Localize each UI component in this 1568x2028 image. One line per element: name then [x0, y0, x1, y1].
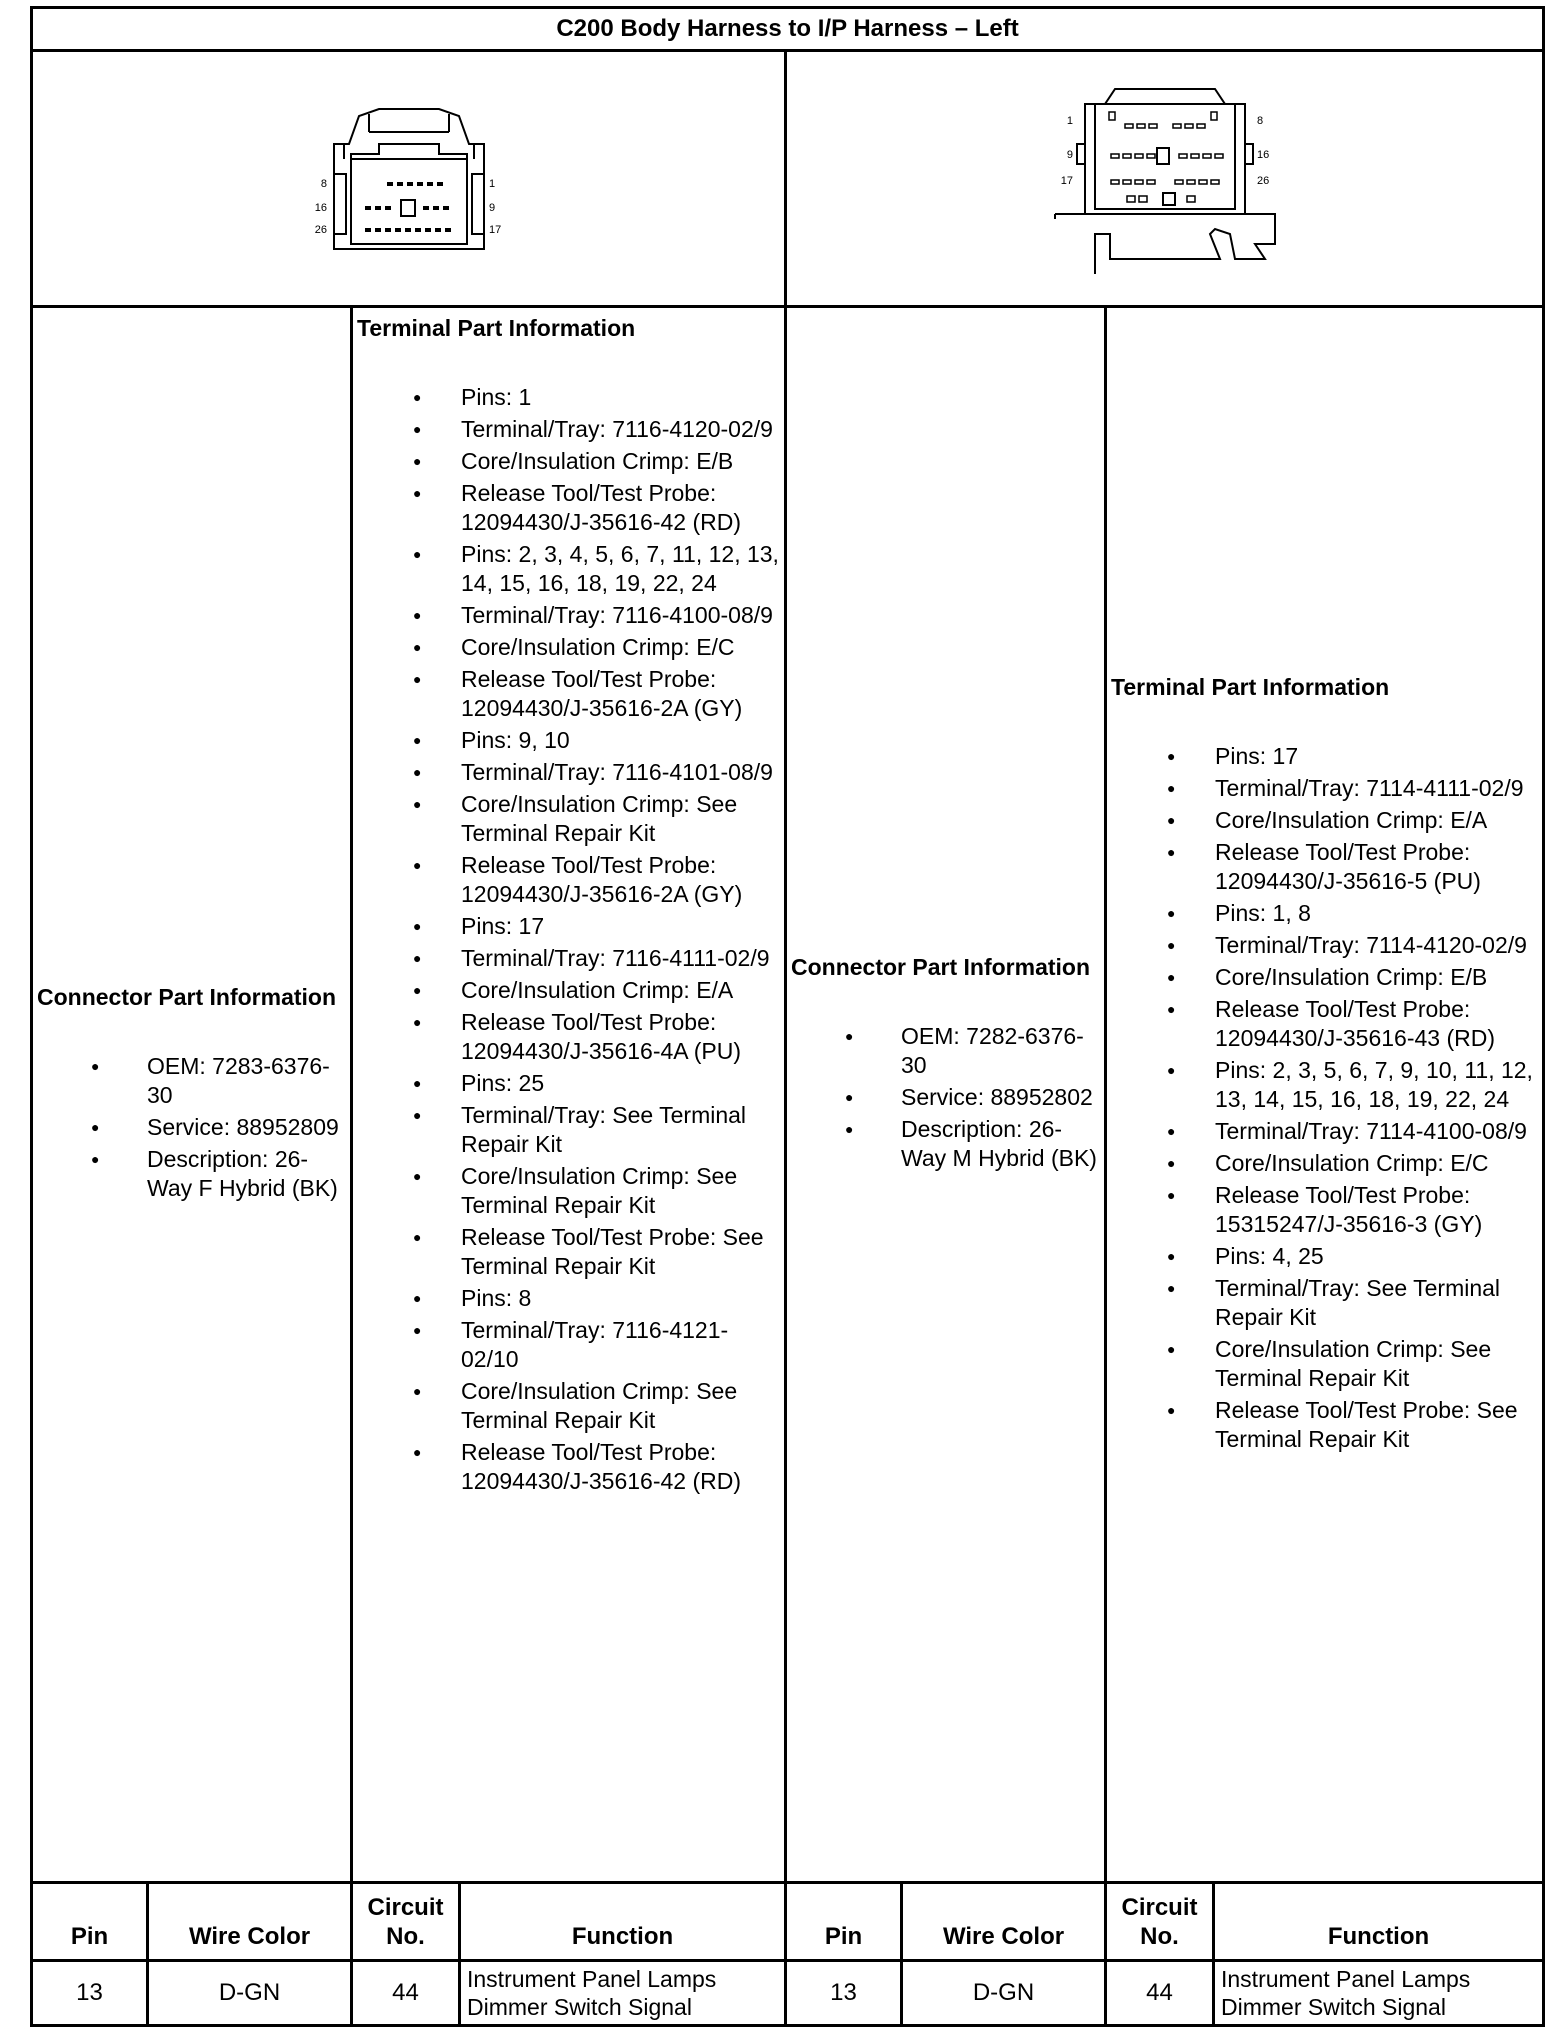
male-connector-drawing [1035, 84, 1295, 274]
connector-info-heading: Connector Part Information [791, 954, 1091, 980]
list-item: ● Release Tool/Test Probe: 12094430/J-35616-4A (PU) [357, 1008, 780, 1066]
terminal-group [1111, 899, 1538, 1053]
list-item: ● Pins: 9, 10 [357, 726, 780, 755]
wire-color-cell: D-GN [902, 1961, 1106, 2026]
terminal-group [357, 540, 780, 723]
header-function: Function [460, 1883, 786, 1961]
list-item: ● Core/Insulation Crimp: E/B [1111, 963, 1538, 992]
pin-label: 8 [320, 177, 327, 190]
list-item: ● Description: 26-Way F Hybrid (BK) [37, 1145, 346, 1203]
list-item: ● Terminal/Tray: 7114-4111-02/9 [1111, 774, 1538, 803]
list-item: ● Terminal/Tray: 7114-4100-08/9 [1111, 1117, 1538, 1146]
left-connector-info [32, 307, 352, 1883]
list-item: ● Pins: 4, 25 [1111, 1242, 1538, 1271]
header-function: Function [1214, 1883, 1544, 1961]
header-wire-color: Wire Color [148, 1883, 352, 1961]
list-item: ● Pins: 1, 8 [1111, 899, 1538, 928]
left-terminal-info [352, 307, 786, 1883]
terminal-group [357, 1284, 780, 1496]
terminal-group [357, 912, 780, 1066]
list-item: ● Terminal/Tray: See Terminal Repair Kit [1111, 1274, 1538, 1332]
connector-info-list [791, 1022, 1100, 1173]
function-cell: Instrument Panel Lamps Dimmer Switch Signal [460, 1961, 786, 2026]
pin-label: 16 [1256, 148, 1269, 161]
list-item: ● Release Tool/Test Probe: See Terminal Repair Kit [357, 1223, 780, 1281]
list-item: ● Core/Insulation Crimp: E/C [357, 633, 780, 662]
list-item: ● Pins: 2, 3, 5, 6, 7, 9, 10, 11, 12, 13, 14, 15, 16, 18, 19, 22, 24 [1111, 1056, 1538, 1114]
list-item: ● OEM: 7283-6376-30 [37, 1052, 346, 1110]
right-connector-info [786, 307, 1106, 1883]
list-item: ● Terminal/Tray: 7116-4121-02/10 [357, 1316, 780, 1374]
list-item: ● Service: 88952809 [37, 1113, 346, 1142]
terminal-info-heading: Terminal Part Information [357, 315, 636, 341]
list-item: ● Release Tool/Test Probe: 12094430/J-35616-43 (RD) [1111, 995, 1538, 1053]
list-item: ● Core/Insulation Crimp: See Terminal Repair Kit [357, 1377, 780, 1435]
list-item: ● Service: 88952802 [791, 1083, 1100, 1112]
right-terminal-info [1106, 307, 1544, 1883]
list-item: ● Terminal/Tray: 7116-4111-02/9 [357, 944, 780, 973]
list-item: ● Release Tool/Test Probe: 12094430/J-35616-42 (RD) [357, 1438, 780, 1496]
list-item: ● Pins: 1 [357, 383, 780, 412]
terminal-group [357, 383, 780, 537]
function-cell: Instrument Panel Lamps Dimmer Switch Signal [1214, 1961, 1544, 2026]
list-item: ● Description: 26-Way M Hybrid (BK) [791, 1115, 1100, 1173]
pin-cell: 13 [32, 1961, 148, 2026]
pin-label: 9 [1066, 148, 1073, 161]
list-item: ● Pins: 2, 3, 4, 5, 6, 7, 11, 12, 13, 14, 15, 16, 18, 19, 22, 24 [357, 540, 780, 598]
circuit-cell: 44 [352, 1961, 460, 2026]
pin-label: 26 [1256, 174, 1269, 187]
list-item: ● Terminal/Tray: 7116-4120-02/9 [357, 415, 780, 444]
pin-label: 9 [488, 201, 495, 214]
pin-label: 17 [488, 223, 501, 236]
list-item: ● Core/Insulation Crimp: E/A [1111, 806, 1538, 835]
header-pin: Pin [786, 1883, 902, 1961]
wire-color-cell: D-GN [148, 1961, 352, 2026]
header-wire-color: Wire Color [902, 1883, 1106, 1961]
terminal-group [1111, 1242, 1538, 1454]
terminal-group [1111, 1056, 1538, 1239]
header-pin: Pin [32, 1883, 148, 1961]
list-item: ● Release Tool/Test Probe: See Terminal Repair Kit [1111, 1396, 1538, 1454]
list-item: ● Terminal/Tray: See Terminal Repair Kit [357, 1101, 780, 1159]
list-item: ● Core/Insulation Crimp: E/A [357, 976, 780, 1005]
document-frame [30, 6, 1542, 2020]
connector-table [30, 6, 1545, 2027]
list-item: ● Core/Insulation Crimp: E/B [357, 447, 780, 476]
connector-diagram-left [32, 51, 786, 307]
connector-diagram-right [786, 51, 1544, 307]
list-item: ● Terminal/Tray: 7116-4100-08/9 [357, 601, 780, 630]
connector-info-list [37, 1052, 346, 1203]
circuit-cell: 44 [1106, 1961, 1214, 2026]
pin-label: 26 [314, 223, 327, 236]
connector-info-heading: Connector Part Information [37, 984, 337, 1010]
female-connector-drawing [289, 104, 529, 254]
list-item: ● Pins: 17 [1111, 742, 1538, 771]
list-item: ● Release Tool/Test Probe: 12094430/J-35616-2A (GY) [357, 851, 780, 909]
list-item: ● Release Tool/Test Probe: 15315247/J-35616-3 (GY) [1111, 1181, 1538, 1239]
table-row [32, 1961, 1544, 2026]
pin-label: 16 [314, 201, 327, 214]
pin-table-header [32, 1883, 1544, 1961]
pin-label: 17 [1060, 174, 1073, 187]
list-item: ● Terminal/Tray: 7114-4120-02/9 [1111, 931, 1538, 960]
list-item: ● Core/Insulation Crimp: E/C [1111, 1149, 1538, 1178]
terminal-info-heading: Terminal Part Information [1111, 673, 1390, 700]
terminal-group [357, 1069, 780, 1281]
pin-label: 1 [488, 177, 495, 190]
list-item: ● Release Tool/Test Probe: 12094430/J-35616-2A (GY) [357, 665, 780, 723]
list-item: ● Release Tool/Test Probe: 12094430/J-35616-42 (RD) [357, 479, 780, 537]
page-title: C200 Body Harness to I/P Harness – Left [32, 8, 1544, 51]
pin-label: 1 [1066, 114, 1073, 127]
pin-label: 8 [1256, 114, 1263, 127]
header-circuit: Circuit No. [1106, 1883, 1214, 1961]
list-item: ● Pins: 17 [357, 912, 780, 941]
list-item: ● Core/Insulation Crimp: See Terminal Repair Kit [357, 790, 780, 848]
terminal-group [357, 726, 780, 909]
list-item: ● Core/Insulation Crimp: See Terminal Repair Kit [357, 1162, 780, 1220]
list-item: ● Terminal/Tray: 7116-4101-08/9 [357, 758, 780, 787]
list-item: ● OEM: 7282-6376-30 [791, 1022, 1100, 1080]
terminal-group [1111, 742, 1538, 896]
list-item: ● Pins: 25 [357, 1069, 780, 1098]
header-circuit: Circuit No. [352, 1883, 460, 1961]
list-item: ● Release Tool/Test Probe: 12094430/J-35616-5 (PU) [1111, 838, 1538, 896]
pin-cell: 13 [786, 1961, 902, 2026]
list-item: ● Pins: 8 [357, 1284, 780, 1313]
list-item: ● Core/Insulation Crimp: See Terminal Repair Kit [1111, 1335, 1538, 1393]
